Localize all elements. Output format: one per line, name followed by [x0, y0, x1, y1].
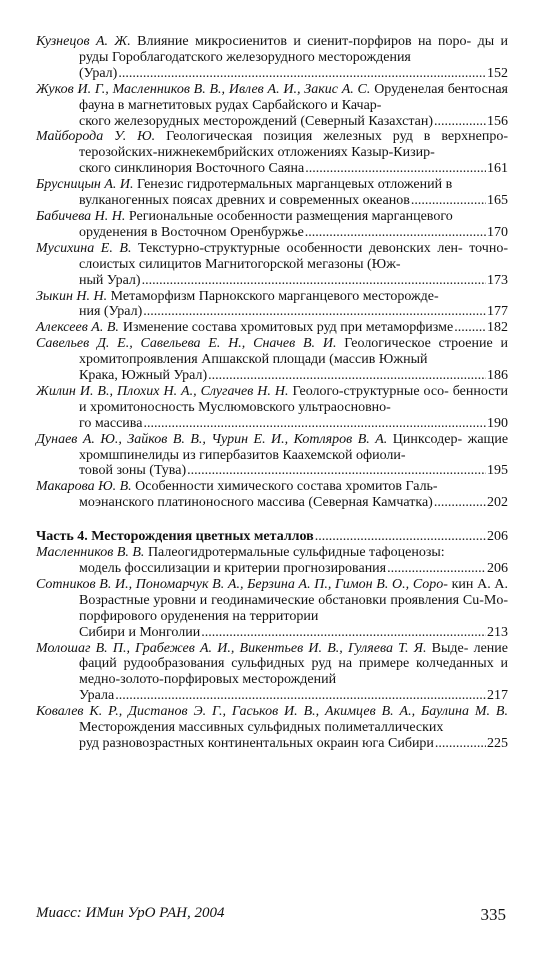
- section-page-number: 206: [487, 529, 508, 545]
- entry-title-line: Генезис гидротермальных марганцевых отложений в: [137, 177, 453, 193]
- toc-entry: [36, 289, 508, 321]
- toc-entry: [36, 704, 508, 752]
- publisher-imprint: Миасс: ИМин УрО РАН, 2004: [36, 905, 225, 921]
- entry-title-last-line: ный Урал): [79, 272, 141, 288]
- toc-entry: [36, 129, 508, 177]
- entry-title-line: Влияние микросиенитов и сиенит-порфиров на поро-: [137, 34, 472, 49]
- entry-title-line: Особенности химического состава хромитов Галь-: [135, 479, 438, 495]
- entry-title-last-line: модель фоссилизации и критерии прогнозирования: [79, 561, 387, 576]
- entry-title-line: Региональные особенности размещения марганцевого: [128, 208, 453, 224]
- toc-entry: [36, 336, 508, 384]
- entry-title-last-line: Урала: [79, 688, 115, 704]
- entry-authors: Алексеев А. В.: [36, 320, 119, 336]
- entry-page-number: 195: [487, 463, 508, 479]
- entry-title-line: Метаморфизм Парнокского марганцевого месторожде-: [110, 288, 439, 304]
- toc-entry: [36, 641, 508, 705]
- entry-title-last-line: го массива: [79, 415, 143, 431]
- entry-title-last-line: товой зоны (Тува): [79, 463, 187, 479]
- entry-page-number: 206: [487, 561, 508, 576]
- entry-authors: Масленников В. В.: [36, 545, 145, 561]
- entry-title-line: точно-слоистых силицитов Магнитогорской мегазоны (Юж-: [79, 240, 509, 272]
- entry-authors: Макарова Ю. В.: [36, 479, 132, 495]
- entry-title-last-line: Изменение состава хромитовых руд при метаморфизме: [122, 320, 454, 336]
- dot-leader: [201, 625, 486, 641]
- dot-leader: [435, 736, 486, 752]
- entry-title-line: Текстурно-структурные особенности девонских лен-: [138, 240, 463, 256]
- entry-authors: Брусницын А. И.: [36, 177, 134, 193]
- toc-entry: [36, 177, 508, 209]
- entry-page-number: 156: [487, 113, 508, 129]
- toc-entry: [36, 545, 508, 577]
- entry-page-number: 186: [487, 368, 508, 384]
- dot-leader: [208, 368, 486, 384]
- entry-title-line: ление фаций рудообразования сульфидных руд на примере: [79, 640, 509, 672]
- entry-title-line: кин А. А. Возрастные уровни и геодинамические обстановки: [79, 576, 508, 608]
- page-number: 335: [480, 905, 506, 924]
- entry-page-number: 161: [487, 161, 508, 177]
- entry-authors: Ковалев К. Р., Дистанов Э. Г., Гаськов И. В., Акимцев В. А., Баулина М. В.: [36, 704, 508, 720]
- entry-title-last-line: руд разновозрастных континентальных окраин юга Сибири: [79, 735, 434, 751]
- dot-leader: [454, 320, 486, 336]
- page-footer: [36, 905, 506, 925]
- entry-authors: Мусихина Е. В.: [36, 240, 132, 256]
- dot-leader: [305, 225, 486, 241]
- entry-page-number: 217: [487, 688, 508, 704]
- entry-title-line: бентосная фауна в магнетитовых рудах Сарбайского и Качар-: [79, 81, 508, 113]
- dot-leader: [315, 529, 486, 545]
- entry-page-number: 173: [487, 272, 508, 288]
- entry-title-line: Месторождения массивных сульфидных полиметаллических: [79, 720, 444, 736]
- toc-entry: [36, 34, 508, 82]
- entry-title-line: проявления Cu-Mo-порфирового оруденения на территории: [79, 592, 509, 624]
- entry-title-line: терозойских-нижнекембрийских отложениях Казыр-Кизир-: [79, 145, 435, 161]
- dot-leader: [143, 416, 486, 432]
- dot-leader: [118, 66, 486, 82]
- toc-entry: [36, 577, 508, 641]
- entry-title-line: Цинксодер-: [392, 431, 463, 447]
- entry-title-line: жащие хромшпинелиды из гипербазитов Каахемской офиоли-: [79, 431, 509, 463]
- entry-page-number: 213: [487, 624, 508, 640]
- entry-title-line: колчеданных и медно-золото-порфировых месторождений: [79, 656, 509, 688]
- entry-title-line: Палеогидротермальные сульфидные тафоценозы:: [147, 545, 445, 561]
- entry-authors: Майборода У. Ю.: [36, 129, 156, 145]
- entry-title-last-line: ния (Урал): [79, 304, 143, 320]
- entry-title-line: Выде-: [431, 640, 469, 656]
- dot-leader: [434, 114, 486, 130]
- entry-page-number: 177: [487, 304, 508, 320]
- section-title: Часть 4. Месторождения цветных металлов: [36, 529, 314, 545]
- dot-leader: [142, 273, 486, 289]
- dot-leader: [143, 304, 486, 320]
- entry-title-last-line: Сибири и Монголии: [79, 624, 201, 640]
- table-of-contents: [36, 34, 508, 752]
- section-heading: [36, 529, 508, 545]
- entry-page-number: 152: [487, 65, 508, 81]
- entry-title-line: Геологическая позиция железных руд в верхнепро-: [166, 129, 508, 145]
- entry-title-last-line: ского синклинория Восточного Саяна: [79, 161, 305, 177]
- entry-page-number: 225: [487, 735, 508, 751]
- dot-leader: [187, 463, 486, 479]
- toc-entry: [36, 241, 508, 289]
- entry-title-line: ды и руды Гороблагодатского железорудного месторождения: [79, 34, 508, 65]
- entry-authors: Дунаев А. Ю., Зайков В. В., Чурин Е. И., Котляров В. А.: [36, 431, 388, 447]
- toc-entry: [36, 320, 508, 336]
- entry-authors: Кузнецов А. Ж.: [36, 34, 131, 49]
- toc-entry: [36, 479, 508, 511]
- entry-title-line: Геолого-структурные осо-: [292, 383, 449, 399]
- entry-title-last-line: оруденения в Восточном Оренбуржье: [79, 224, 304, 240]
- dot-leader: [115, 688, 486, 704]
- entry-authors: Зыкин Н. Н.: [36, 288, 108, 304]
- entry-title-line: Геологическое строение: [344, 336, 493, 352]
- entry-page-number: 202: [487, 495, 508, 511]
- entry-title-line: бенности и хромитоносность Муслюмовского ультраосновно-: [79, 383, 509, 415]
- entry-title-last-line: (Урал): [79, 65, 118, 81]
- entry-title-line: Оруденелая: [374, 81, 444, 97]
- dot-leader: [411, 193, 486, 209]
- entry-authors: Жилин И. В., Плохих Н. А., Слугачев Н. Н.: [36, 383, 289, 399]
- toc-entry: [36, 432, 508, 480]
- toc-entry: [36, 384, 508, 432]
- entry-authors: Жуков И. Г., Масленников В. В., Ивлев А. И., Закис А. С.: [36, 81, 371, 97]
- dot-leader: [305, 161, 486, 177]
- entry-page-number: 182: [487, 320, 508, 336]
- entry-page-number: 165: [487, 193, 508, 209]
- entry-page-number: 190: [487, 415, 508, 431]
- toc-entry: [36, 209, 508, 241]
- entry-authors: Савельев Д. Е., Савельева Е. Н., Сначев В. И.: [36, 336, 337, 352]
- entry-authors: Бабичева Н. Н.: [36, 208, 126, 224]
- dot-leader: [434, 495, 486, 511]
- entry-title-last-line: вулканогенных поясах древних и современных океанов: [79, 193, 410, 209]
- entry-title-last-line: моэнанского платиноносного массива (Северная Камчатка): [79, 495, 433, 511]
- dot-leader: [387, 561, 486, 577]
- entry-title-line: и хромитопроявления Апшакской площади (массив Южный: [79, 336, 509, 368]
- entry-page-number: 170: [487, 224, 508, 240]
- toc-entry: [36, 82, 508, 130]
- entry-title-last-line: Крака, Южный Урал): [79, 368, 208, 384]
- entry-title-last-line: ского железорудных месторождений (Северный Казахстан): [79, 113, 433, 129]
- entry-authors: Молошаг В. П., Грабежев А. И., Викентьев И. В., Гуляева Т. Я.: [36, 640, 427, 656]
- entry-authors: Сотников В. И., Пономарчук В. А., Берзина А. П., Гимон В. О., Соро-: [36, 576, 448, 592]
